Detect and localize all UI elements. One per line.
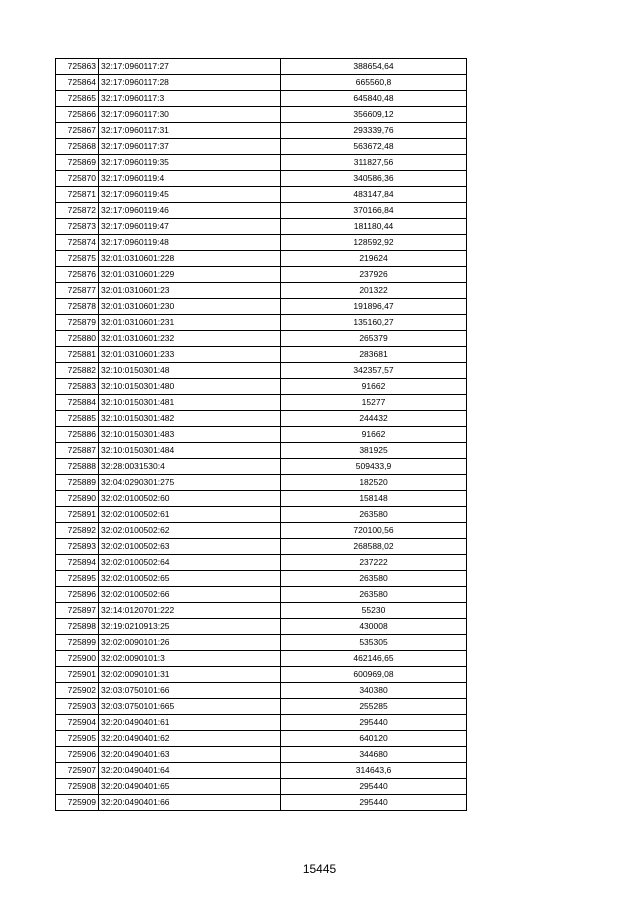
- cadastral-number-cell: 32:17:0960117:27: [99, 59, 281, 75]
- cadastral-number-cell: 32:17:0960117:30: [99, 107, 281, 123]
- value-cell: 263580: [281, 507, 467, 523]
- value-cell: 370166,84: [281, 203, 467, 219]
- cadastral-number-cell: 32:17:0960117:3: [99, 91, 281, 107]
- value-cell: 293339,76: [281, 123, 467, 139]
- value-cell: 55230: [281, 603, 467, 619]
- cadastral-number-cell: 32:10:0150301:481: [99, 395, 281, 411]
- table-row: [56, 715, 467, 731]
- cadastral-number-cell: 32:01:0310601:230: [99, 299, 281, 315]
- value-cell: 244432: [281, 411, 467, 427]
- table-row: [56, 331, 467, 347]
- cadastral-number-cell: 32:02:0100502:65: [99, 571, 281, 587]
- row-id-cell: 725877: [56, 283, 99, 299]
- value-cell: 263580: [281, 587, 467, 603]
- cadastral-number-cell: 32:02:0100502:62: [99, 523, 281, 539]
- cadastral-number-cell: 32:19:0210913:25: [99, 619, 281, 635]
- value-cell: 182520: [281, 475, 467, 491]
- cadastral-number-cell: 32:02:0100502:60: [99, 491, 281, 507]
- cadastral-number-cell: 32:01:0310601:231: [99, 315, 281, 331]
- value-cell: 201322: [281, 283, 467, 299]
- row-id-cell: 725901: [56, 667, 99, 683]
- row-id-cell: 725893: [56, 539, 99, 555]
- value-cell: 295440: [281, 795, 467, 811]
- row-id-cell: 725870: [56, 171, 99, 187]
- row-id-cell: 725908: [56, 779, 99, 795]
- row-id-cell: 725865: [56, 91, 99, 107]
- cadastral-number-cell: 32:14:0120701:222: [99, 603, 281, 619]
- cadastral-number-cell: 32:17:0960119:46: [99, 203, 281, 219]
- row-id-cell: 725899: [56, 635, 99, 651]
- table-row: [56, 763, 467, 779]
- cadastral-number-cell: 32:28:0031530:4: [99, 459, 281, 475]
- row-id-cell: 725863: [56, 59, 99, 75]
- cadastral-number-cell: 32:01:0310601:233: [99, 347, 281, 363]
- table-row: [56, 523, 467, 539]
- row-id-cell: 725896: [56, 587, 99, 603]
- row-id-cell: 725883: [56, 379, 99, 395]
- row-id-cell: 725873: [56, 219, 99, 235]
- cadastral-number-cell: 32:01:0310601:232: [99, 331, 281, 347]
- row-id-cell: 725888: [56, 459, 99, 475]
- row-id-cell: 725864: [56, 75, 99, 91]
- cadastral-number-cell: 32:02:0100502:63: [99, 539, 281, 555]
- row-id-cell: 725895: [56, 571, 99, 587]
- value-cell: 91662: [281, 379, 467, 395]
- table-row: [56, 475, 467, 491]
- table-row: [56, 427, 467, 443]
- table-row: [56, 107, 467, 123]
- table-row: [56, 155, 467, 171]
- cadastral-number-cell: 32:03:0750101:66: [99, 683, 281, 699]
- cadastral-number-cell: 32:01:0310601:229: [99, 267, 281, 283]
- value-cell: 255285: [281, 699, 467, 715]
- table-row: [56, 139, 467, 155]
- row-id-cell: 725898: [56, 619, 99, 635]
- cadastral-number-cell: 32:02:0100502:64: [99, 555, 281, 571]
- table-row: [56, 123, 467, 139]
- table-row: [56, 507, 467, 523]
- value-cell: 381925: [281, 443, 467, 459]
- value-cell: 15277: [281, 395, 467, 411]
- table-row: [56, 171, 467, 187]
- row-id-cell: 725902: [56, 683, 99, 699]
- cadastral-number-cell: 32:01:0310601:23: [99, 283, 281, 299]
- value-cell: 237222: [281, 555, 467, 571]
- table-row: [56, 59, 467, 75]
- cadastral-number-cell: 32:03:0750101:665: [99, 699, 281, 715]
- table-row: [56, 747, 467, 763]
- table-row: [56, 539, 467, 555]
- value-cell: 388654,64: [281, 59, 467, 75]
- cadastral-number-cell: 32:20:0490401:62: [99, 731, 281, 747]
- table-row: [56, 667, 467, 683]
- row-id-cell: 725905: [56, 731, 99, 747]
- table-row: [56, 235, 467, 251]
- table-row: [56, 587, 467, 603]
- cadastral-number-cell: 32:02:0090101:31: [99, 667, 281, 683]
- row-id-cell: 725884: [56, 395, 99, 411]
- row-id-cell: 725890: [56, 491, 99, 507]
- row-id-cell: 725876: [56, 267, 99, 283]
- row-id-cell: 725889: [56, 475, 99, 491]
- table-row: [56, 395, 467, 411]
- cadastral-number-cell: 32:20:0490401:64: [99, 763, 281, 779]
- cadastral-number-cell: 32:10:0150301:484: [99, 443, 281, 459]
- cadastral-number-cell: 32:17:0960117:31: [99, 123, 281, 139]
- table-row: [56, 347, 467, 363]
- table-row: [56, 491, 467, 507]
- value-cell: 135160,27: [281, 315, 467, 331]
- row-id-cell: 725894: [56, 555, 99, 571]
- value-cell: 535305: [281, 635, 467, 651]
- value-cell: 263580: [281, 571, 467, 587]
- cadastral-number-cell: 32:10:0150301:480: [99, 379, 281, 395]
- table-row: [56, 299, 467, 315]
- table-row: [56, 603, 467, 619]
- row-id-cell: 725881: [56, 347, 99, 363]
- row-id-cell: 725885: [56, 411, 99, 427]
- table-row: [56, 795, 467, 811]
- cadastral-number-cell: 32:10:0150301:483: [99, 427, 281, 443]
- value-cell: 342357,57: [281, 363, 467, 379]
- table-row: [56, 635, 467, 651]
- row-id-cell: 725868: [56, 139, 99, 155]
- value-cell: 219624: [281, 251, 467, 267]
- table-row: [56, 779, 467, 795]
- cadastral-number-cell: 32:01:0310601:228: [99, 251, 281, 267]
- table-row: [56, 443, 467, 459]
- table-row: [56, 411, 467, 427]
- table-row: [56, 187, 467, 203]
- table-row: [56, 459, 467, 475]
- cadastral-number-cell: 32:17:0960117:37: [99, 139, 281, 155]
- table-row: [56, 571, 467, 587]
- value-cell: 645840,48: [281, 91, 467, 107]
- value-cell: 295440: [281, 779, 467, 795]
- table-row: [56, 555, 467, 571]
- row-id-cell: 725874: [56, 235, 99, 251]
- value-cell: 483147,84: [281, 187, 467, 203]
- cadastral-number-cell: 32:02:0100502:61: [99, 507, 281, 523]
- cadastral-number-cell: 32:04:0290301:275: [99, 475, 281, 491]
- value-cell: 600969,08: [281, 667, 467, 683]
- value-cell: 314643,6: [281, 763, 467, 779]
- row-id-cell: 725886: [56, 427, 99, 443]
- cadastral-number-cell: 32:02:0090101:26: [99, 635, 281, 651]
- row-id-cell: 725904: [56, 715, 99, 731]
- row-id-cell: 725882: [56, 363, 99, 379]
- value-cell: 311827,56: [281, 155, 467, 171]
- value-cell: 356609,12: [281, 107, 467, 123]
- row-id-cell: 725897: [56, 603, 99, 619]
- cadastral-number-cell: 32:10:0150301:482: [99, 411, 281, 427]
- table-row: [56, 267, 467, 283]
- value-cell: 181180,44: [281, 219, 467, 235]
- table-row: [56, 363, 467, 379]
- table-row: [56, 699, 467, 715]
- value-cell: 340380: [281, 683, 467, 699]
- cadastral-number-cell: 32:02:0100502:66: [99, 587, 281, 603]
- row-id-cell: 725872: [56, 203, 99, 219]
- table-row: [56, 283, 467, 299]
- cadastral-number-cell: 32:17:0960119:4: [99, 171, 281, 187]
- table-body: [56, 59, 467, 811]
- row-id-cell: 725871: [56, 187, 99, 203]
- row-id-cell: 725880: [56, 331, 99, 347]
- value-cell: 720100,56: [281, 523, 467, 539]
- value-cell: 640120: [281, 731, 467, 747]
- row-id-cell: 725907: [56, 763, 99, 779]
- table-row: [56, 315, 467, 331]
- cadastral-number-cell: 32:20:0490401:65: [99, 779, 281, 795]
- cadastral-number-cell: 32:17:0960119:47: [99, 219, 281, 235]
- row-id-cell: 725879: [56, 315, 99, 331]
- value-cell: 158148: [281, 491, 467, 507]
- table-row: [56, 619, 467, 635]
- table-row: [56, 203, 467, 219]
- value-cell: 509433,9: [281, 459, 467, 475]
- row-id-cell: 725887: [56, 443, 99, 459]
- value-cell: 665560,8: [281, 75, 467, 91]
- row-id-cell: 725906: [56, 747, 99, 763]
- cadastral-number-cell: 32:02:0090101:3: [99, 651, 281, 667]
- cadastral-number-cell: 32:17:0960119:45: [99, 187, 281, 203]
- value-cell: 344680: [281, 747, 467, 763]
- value-cell: 430008: [281, 619, 467, 635]
- row-id-cell: 725900: [56, 651, 99, 667]
- value-cell: 340586,36: [281, 171, 467, 187]
- row-id-cell: 725875: [56, 251, 99, 267]
- row-id-cell: 725878: [56, 299, 99, 315]
- table-row: [56, 683, 467, 699]
- value-cell: 91662: [281, 427, 467, 443]
- row-id-cell: 725892: [56, 523, 99, 539]
- cadastral-number-cell: 32:20:0490401:63: [99, 747, 281, 763]
- value-cell: 128592,92: [281, 235, 467, 251]
- row-id-cell: 725866: [56, 107, 99, 123]
- row-id-cell: 725891: [56, 507, 99, 523]
- row-id-cell: 725909: [56, 795, 99, 811]
- value-cell: 462146,65: [281, 651, 467, 667]
- value-cell: 265379: [281, 331, 467, 347]
- cadastral-number-cell: 32:17:0960119:35: [99, 155, 281, 171]
- cadastral-number-cell: 32:20:0490401:61: [99, 715, 281, 731]
- value-cell: 268588,02: [281, 539, 467, 555]
- table-row: [56, 219, 467, 235]
- value-cell: 295440: [281, 715, 467, 731]
- table-row: [56, 251, 467, 267]
- value-cell: 283681: [281, 347, 467, 363]
- row-id-cell: 725867: [56, 123, 99, 139]
- data-table: [55, 58, 467, 811]
- cadastral-number-cell: 32:17:0960119:48: [99, 235, 281, 251]
- cadastral-number-cell: 32:10:0150301:48: [99, 363, 281, 379]
- value-cell: 563672,48: [281, 139, 467, 155]
- table-row: [56, 731, 467, 747]
- cadastral-number-cell: 32:17:0960117:28: [99, 75, 281, 91]
- table-row: [56, 379, 467, 395]
- value-cell: 191896,47: [281, 299, 467, 315]
- value-cell: 237926: [281, 267, 467, 283]
- row-id-cell: 725903: [56, 699, 99, 715]
- cadastral-number-cell: 32:20:0490401:66: [99, 795, 281, 811]
- table-row: [56, 75, 467, 91]
- table-row: [56, 91, 467, 107]
- page-number: 15445: [302, 862, 337, 876]
- row-id-cell: 725869: [56, 155, 99, 171]
- table-row: [56, 651, 467, 667]
